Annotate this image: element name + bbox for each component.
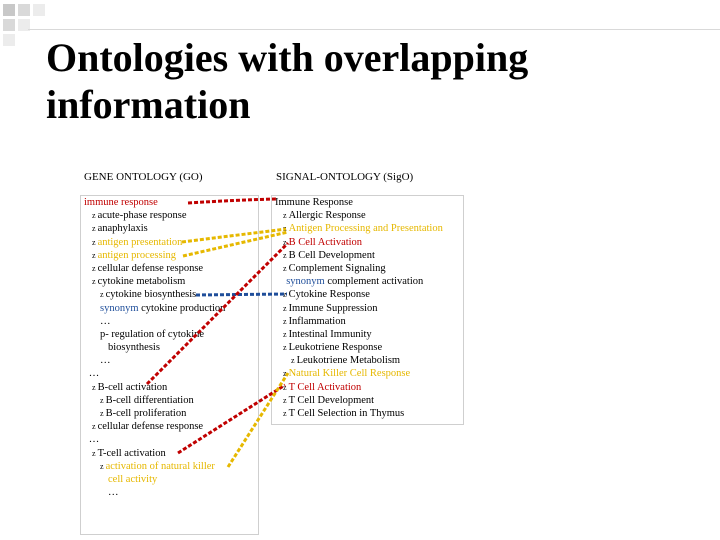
bullet-icon: z: [92, 448, 96, 458]
sigo-term-label: Allergic Response: [288, 210, 366, 222]
sigo-term-label: Antigen Processing and Presentation: [288, 223, 443, 235]
title-line-2: information: [46, 82, 251, 127]
bullet-icon: z: [283, 329, 287, 339]
bullet-icon: z: [92, 277, 96, 287]
title-line-1: Ontologies with overlapping: [46, 35, 529, 80]
sigo-term-label: Leukotriene Metabolism: [296, 355, 401, 367]
synonym-label: synonym: [100, 302, 139, 314]
bullet-icon: z: [283, 369, 287, 379]
bullet-icon: z: [92, 422, 96, 432]
go-term-label: cytokine production: [138, 302, 226, 314]
sigo-term-label: Cytokine Response: [288, 289, 370, 301]
go-term-label: …: [108, 487, 119, 499]
sigo-term-label: Natural Killer Cell Response: [288, 368, 411, 380]
go-term-label: B-cell proliferation: [105, 408, 187, 419]
bullet-icon: z: [283, 343, 287, 353]
go-term-label: B-cell differentiation: [105, 394, 194, 406]
bullet-icon: z: [283, 263, 287, 273]
go-term-label: T-cell activation: [97, 447, 166, 459]
go-term-label: p- regulation of cytokine: [100, 328, 205, 340]
go-term-label: antigen processing: [97, 249, 176, 261]
go-term-label: cytokine biosynthesis: [105, 289, 197, 301]
bullet-icon: z: [291, 356, 295, 366]
bullet-icon: z: [92, 224, 96, 234]
go-term-label: …: [88, 434, 100, 446]
go-term-label: cellular defense response: [97, 262, 204, 274]
bullet-icon: z: [283, 316, 287, 326]
sigo-term-label: T Cell Development: [288, 394, 375, 406]
go-term-label: cell activity: [108, 473, 158, 485]
bullet-icon: z: [283, 409, 287, 418]
bullet-icon: z: [283, 250, 287, 260]
sigo-term-label: Inflammation: [288, 315, 346, 327]
bullet-icon: z: [92, 237, 96, 247]
go-term-label: cellular defense response: [97, 421, 204, 433]
bullet-icon: z: [283, 224, 287, 234]
bullet-icon: z: [283, 290, 287, 300]
mapping-line-immune-response: [188, 199, 277, 203]
sigo-term-label: B Cell Development: [288, 249, 375, 261]
mapping-line-cytokine-biosynthesis: [196, 294, 287, 295]
sigo-term-label: Complement Signaling: [288, 262, 386, 274]
mapping-line-antigen-processing: [183, 232, 288, 256]
bullet-icon: z: [283, 211, 287, 221]
bullet-icon: z: [92, 382, 96, 392]
bullet-icon: z: [283, 382, 287, 392]
go-term-label: anaphylaxis: [97, 223, 148, 235]
bullet-icon: z: [92, 250, 96, 260]
go-term-label: antigen presentation: [97, 236, 183, 248]
bullet-icon: z: [283, 237, 287, 247]
bullet-icon: z: [92, 263, 96, 273]
go-term-label: …: [88, 368, 100, 380]
go-term-label: acute-phase response: [97, 210, 187, 222]
bullet-icon: z: [100, 461, 104, 471]
bullet-icon: z: [100, 290, 104, 300]
sigo-term-label: complement activation: [324, 276, 424, 288]
go-term-label: B-cell activation: [97, 381, 168, 393]
sigo-term-label: Immune Suppression: [288, 302, 378, 314]
sigo-column-header: SIGNAL-ONTOLOGY (SigO): [276, 171, 414, 183]
go-term-label: …: [100, 355, 111, 367]
sigo-term-label: T Cell Selection in Thymus: [288, 408, 405, 419]
sigo-term-label: Leukotriene Response: [288, 342, 383, 354]
bullet-icon: z: [283, 303, 287, 313]
mapping-line-antigen-presentation: [182, 229, 286, 242]
sigo-term-label: Immune Response: [275, 197, 353, 208]
synonym-label: synonym: [286, 276, 325, 288]
go-column-header: GENE ONTOLOGY (GO): [84, 171, 203, 183]
go-term-label: immune response: [84, 197, 158, 208]
bullet-icon: z: [100, 395, 104, 405]
sigo-term-label: B Cell Activation: [288, 236, 363, 248]
bullet-icon: z: [100, 409, 104, 418]
go-term-label: activation of natural killer: [105, 460, 215, 472]
go-term-label: cytokine metabolism: [97, 276, 186, 288]
sigo-term-label: T Cell Activation: [288, 381, 362, 393]
bullet-icon: z: [92, 211, 96, 221]
mapping-line-t-cell-activation: [178, 385, 285, 453]
go-term-label: biosynthesis: [108, 342, 160, 354]
bullet-icon: z: [283, 395, 287, 405]
mapping-line-b-cell-activation: [147, 243, 288, 384]
sigo-term-label: Intestinal Immunity: [288, 328, 372, 340]
go-term-label: …: [100, 315, 111, 327]
